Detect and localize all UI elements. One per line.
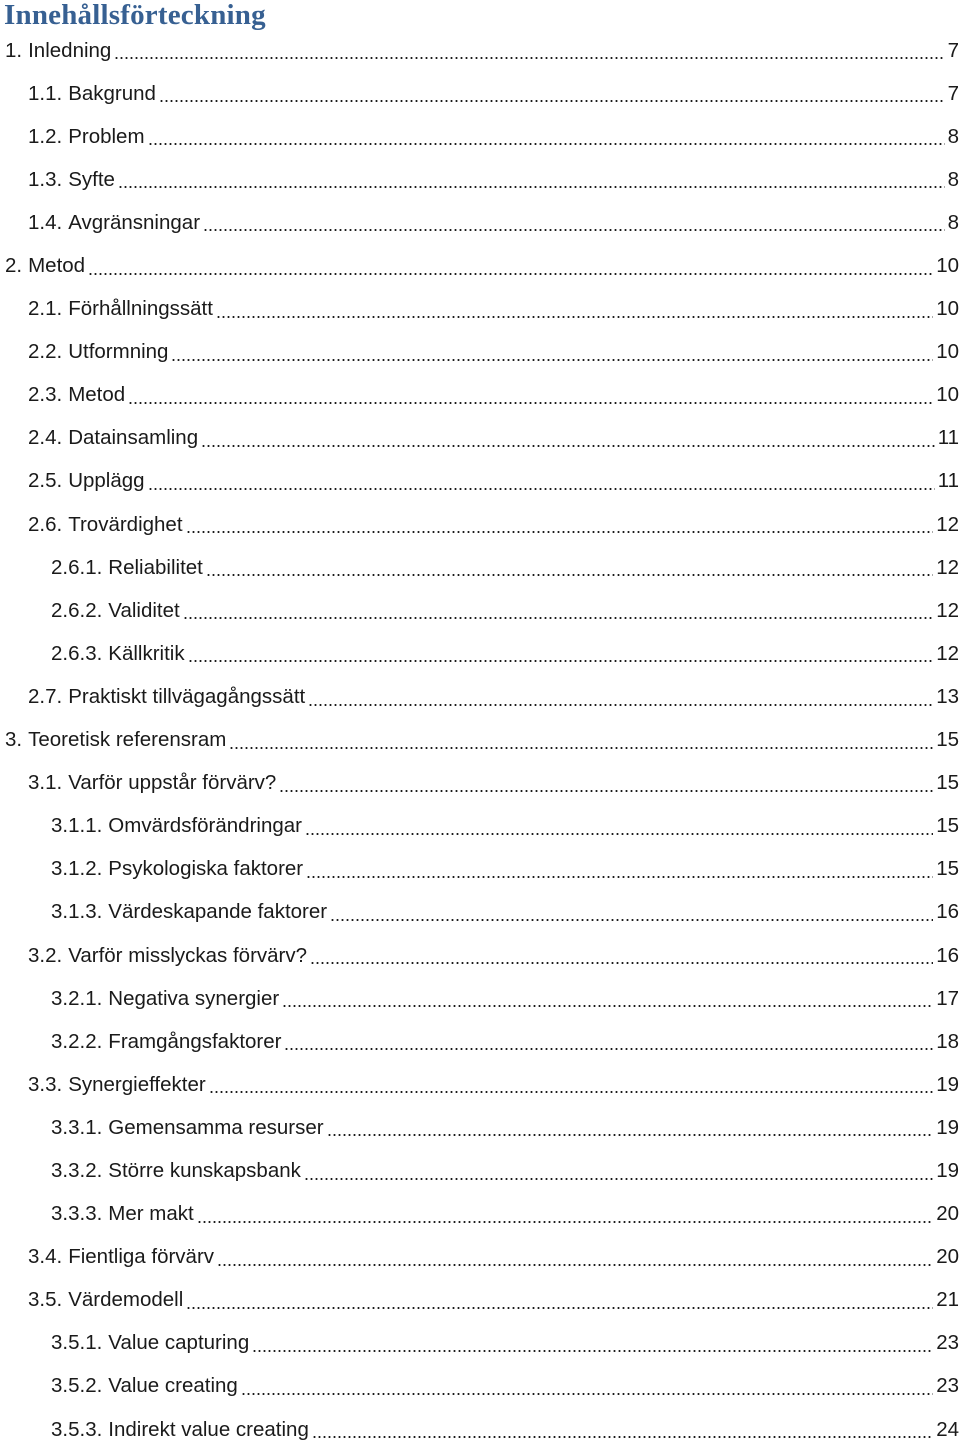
toc-entry-title: Trovärdighet bbox=[68, 512, 183, 536]
dot-leader bbox=[188, 660, 934, 662]
toc-entry[interactable] bbox=[0, 201, 960, 244]
toc-entry-page-number: 16 bbox=[936, 900, 959, 924]
toc-entry-number: 2.6.3. bbox=[51, 641, 103, 665]
toc-entry-page-number: 7 bbox=[947, 81, 959, 105]
toc-entry-page-number: 19 bbox=[936, 1115, 959, 1139]
dot-leader bbox=[128, 402, 933, 404]
dot-leader bbox=[114, 57, 944, 59]
toc-entry-title: Reliabilitet bbox=[108, 555, 203, 579]
toc-entry-number: 1.2. bbox=[28, 124, 63, 148]
dot-leader bbox=[197, 1221, 933, 1223]
dot-leader bbox=[241, 1393, 933, 1395]
toc-entry-title: Psykologiska faktorer bbox=[108, 857, 304, 881]
toc-list bbox=[0, 29, 960, 1451]
toc-entry-page-number: 8 bbox=[947, 167, 959, 191]
toc-entry-number: 2.2. bbox=[28, 340, 63, 364]
toc-entry-number: 3.3.1. bbox=[51, 1115, 103, 1139]
toc-entry[interactable] bbox=[0, 244, 960, 287]
toc-entry-page-number: 10 bbox=[936, 254, 959, 278]
toc-entry[interactable] bbox=[0, 1106, 960, 1149]
toc-entry-page-number: 11 bbox=[937, 426, 959, 450]
dot-leader bbox=[217, 1264, 933, 1266]
dot-leader bbox=[312, 1436, 933, 1438]
toc-entry[interactable] bbox=[0, 1020, 960, 1063]
toc-entry-page-number: 15 bbox=[936, 771, 959, 795]
toc-entry-number: 3.3.3. bbox=[51, 1202, 103, 1226]
toc-entry-page-number: 23 bbox=[936, 1331, 959, 1355]
toc-entry[interactable] bbox=[0, 1279, 960, 1322]
toc-entry-title: Syfte bbox=[68, 167, 115, 191]
toc-entry[interactable] bbox=[0, 72, 960, 115]
dot-leader bbox=[279, 790, 933, 792]
toc-entry-title: Value creating bbox=[108, 1374, 238, 1398]
toc-entry-page-number: 21 bbox=[936, 1288, 959, 1312]
toc-entry-number: 3.3.2. bbox=[51, 1158, 103, 1182]
toc-entry-page-number: 19 bbox=[936, 1072, 959, 1096]
toc-entry-title: Fientliga förvärv bbox=[68, 1245, 215, 1269]
toc-entry[interactable] bbox=[0, 805, 960, 848]
toc-entry-title: Upplägg bbox=[68, 469, 145, 493]
toc-entry[interactable] bbox=[0, 977, 960, 1020]
toc-entry-number: 2.6. bbox=[28, 512, 63, 536]
toc-entry-page-number: 7 bbox=[947, 38, 959, 62]
toc-entry-title: Gemensamma resurser bbox=[108, 1115, 324, 1139]
toc-entry-number: 1.3. bbox=[28, 167, 63, 191]
dot-leader bbox=[88, 273, 933, 275]
toc-entry-page-number: 15 bbox=[936, 814, 959, 838]
toc-entry-title: Varför uppstår förvärv? bbox=[68, 771, 277, 795]
toc-entry-number: 2.5. bbox=[28, 469, 63, 493]
toc-entry-page-number: 20 bbox=[936, 1202, 959, 1226]
toc-entry-title: Metod bbox=[68, 383, 126, 407]
toc-entry-number: 2.3. bbox=[28, 383, 63, 407]
toc-entry-number: 3.5. bbox=[28, 1288, 63, 1312]
dot-leader bbox=[308, 704, 933, 706]
toc-entry[interactable] bbox=[0, 675, 960, 718]
toc-entry-page-number: 15 bbox=[936, 857, 959, 881]
dot-leader bbox=[252, 1350, 933, 1352]
toc-entry-number: 1. bbox=[5, 38, 23, 62]
toc-entry-page-number: 15 bbox=[936, 728, 959, 752]
toc-entry[interactable] bbox=[0, 546, 960, 589]
toc-entry-page-number: 18 bbox=[936, 1029, 959, 1053]
toc-entry-title: Indirekt value creating bbox=[108, 1417, 309, 1441]
toc-entry-page-number: 12 bbox=[936, 641, 959, 665]
toc-entry-page-number: 12 bbox=[936, 555, 959, 579]
toc-entry[interactable] bbox=[0, 503, 960, 546]
toc-entry[interactable] bbox=[0, 1322, 960, 1365]
toc-entry-number: 2.4. bbox=[28, 426, 63, 450]
toc-entry-number: 1.1. bbox=[28, 81, 63, 105]
toc-entry-title: Problem bbox=[68, 124, 145, 148]
dot-leader bbox=[159, 100, 945, 102]
toc-entry[interactable] bbox=[0, 891, 960, 934]
toc-entry-number: 2.6.1. bbox=[51, 555, 103, 579]
toc-entry-title: Källkritik bbox=[108, 641, 185, 665]
toc-entry-title: Värdeskapande faktorer bbox=[108, 900, 328, 924]
toc-heading: Innehållsförteckning bbox=[4, 0, 266, 31]
dot-leader bbox=[203, 229, 945, 231]
toc-entry-page-number: 8 bbox=[947, 124, 959, 148]
toc-entry[interactable] bbox=[0, 1193, 960, 1236]
toc-entry-title: Inledning bbox=[28, 38, 112, 62]
toc-entry-number: 3.1.2. bbox=[51, 857, 103, 881]
toc-entry-page-number: 23 bbox=[936, 1374, 959, 1398]
toc-entry-page-number: 8 bbox=[947, 210, 959, 234]
toc-entry-page-number: 12 bbox=[936, 598, 959, 622]
toc-entry-number: 3.2.2. bbox=[51, 1029, 103, 1053]
dot-leader bbox=[229, 747, 933, 749]
toc-entry-number: 3.3. bbox=[28, 1072, 63, 1096]
toc-entry[interactable] bbox=[0, 589, 960, 632]
toc-entry-title: Förhållningssätt bbox=[68, 297, 213, 321]
dot-leader bbox=[148, 143, 945, 145]
toc-entry[interactable] bbox=[0, 719, 960, 762]
toc-entry-number: 1.4. bbox=[28, 210, 63, 234]
toc-entry[interactable] bbox=[0, 1063, 960, 1106]
toc-entry-page-number: 11 bbox=[937, 469, 959, 493]
dot-leader bbox=[306, 876, 933, 878]
toc-entry[interactable] bbox=[0, 158, 960, 201]
toc-entry-number: 2. bbox=[5, 254, 23, 278]
toc-entry-number: 3.1. bbox=[28, 771, 63, 795]
toc-entry-title: Varför misslyckas förvärv? bbox=[68, 943, 308, 967]
toc-entry-page-number: 17 bbox=[936, 986, 959, 1010]
dot-leader bbox=[310, 962, 933, 964]
toc-entry[interactable] bbox=[0, 632, 960, 675]
dot-leader bbox=[216, 316, 933, 318]
toc-entry-title: Synergieffekter bbox=[68, 1072, 206, 1096]
toc-entry-page-number: 19 bbox=[936, 1158, 959, 1182]
toc-entry[interactable] bbox=[0, 115, 960, 158]
toc-entry-title: Värdemodell bbox=[68, 1288, 184, 1312]
toc-entry[interactable] bbox=[0, 374, 960, 417]
toc-entry[interactable] bbox=[0, 1149, 960, 1192]
toc-entry[interactable] bbox=[0, 1365, 960, 1408]
toc-entry-page-number: 10 bbox=[936, 297, 959, 321]
dot-leader bbox=[183, 617, 933, 619]
toc-entry-number: 3.2. bbox=[28, 943, 63, 967]
toc-entry-page-number: 16 bbox=[936, 943, 959, 967]
toc-entry[interactable] bbox=[0, 29, 960, 72]
toc-entry-title: Utformning bbox=[68, 340, 169, 364]
toc-entry[interactable] bbox=[0, 417, 960, 460]
dot-leader bbox=[327, 1134, 934, 1136]
dot-leader bbox=[118, 186, 945, 188]
toc-entry[interactable] bbox=[0, 1236, 960, 1279]
toc-entry[interactable] bbox=[0, 460, 960, 503]
dot-leader bbox=[282, 1005, 933, 1007]
dot-leader bbox=[304, 1178, 933, 1180]
toc-entry-page-number: 10 bbox=[936, 340, 959, 364]
dot-leader bbox=[186, 531, 934, 533]
toc-entry[interactable] bbox=[0, 331, 960, 374]
toc-entry[interactable] bbox=[0, 1408, 960, 1451]
toc-entry-number: 3.1.3. bbox=[51, 900, 103, 924]
toc-entry-number: 3.5.2. bbox=[51, 1374, 103, 1398]
toc-entry-number: 3. bbox=[5, 728, 23, 752]
toc-entry-number: 3.2.1. bbox=[51, 986, 103, 1010]
toc-entry[interactable] bbox=[0, 934, 960, 977]
toc-entry-title: Negativa synergier bbox=[108, 986, 280, 1010]
toc-entry-title: Datainsamling bbox=[68, 426, 199, 450]
toc-entry-page-number: 13 bbox=[936, 684, 959, 708]
toc-entry-number: 2.1. bbox=[28, 297, 63, 321]
dot-leader bbox=[186, 1307, 933, 1309]
dot-leader bbox=[330, 919, 933, 921]
toc-entry-number: 3.1.1. bbox=[51, 814, 103, 838]
toc-entry-title: Mer makt bbox=[108, 1202, 194, 1226]
toc-entry-title: Validitet bbox=[108, 598, 180, 622]
toc-entry-title: Bakgrund bbox=[68, 81, 156, 105]
dot-leader bbox=[305, 833, 933, 835]
toc-entry-title: Praktiskt tillvägagångssätt bbox=[68, 684, 306, 708]
dot-leader bbox=[201, 445, 935, 447]
toc-entry-page-number: 10 bbox=[936, 383, 959, 407]
toc-entry-page-number: 24 bbox=[936, 1417, 959, 1441]
toc-entry-title: Framgångsfaktorer bbox=[108, 1029, 282, 1053]
toc-entry-number: 2.6.2. bbox=[51, 598, 103, 622]
toc-entry-title: Omvärdsförändringar bbox=[108, 814, 302, 838]
toc-entry-title: Metod bbox=[28, 254, 86, 278]
dot-leader bbox=[206, 574, 933, 576]
toc-entry-title: Avgränsningar bbox=[68, 210, 201, 234]
dot-leader bbox=[284, 1048, 933, 1050]
toc-entry-number: 3.5.1. bbox=[51, 1331, 103, 1355]
toc-entry[interactable] bbox=[0, 848, 960, 891]
toc-entry-title: Större kunskapsbank bbox=[108, 1158, 301, 1182]
toc-entry[interactable] bbox=[0, 288, 960, 331]
toc-entry-page-number: 20 bbox=[936, 1245, 959, 1269]
dot-leader bbox=[171, 359, 933, 361]
toc-entry-number: 3.5.3. bbox=[51, 1417, 103, 1441]
toc-entry-title: Teoretisk referensram bbox=[28, 728, 227, 752]
dot-leader bbox=[209, 1091, 933, 1093]
toc-entry[interactable] bbox=[0, 762, 960, 805]
dot-leader bbox=[148, 488, 935, 490]
toc-entry-number: 2.7. bbox=[28, 684, 63, 708]
toc-entry-page-number: 12 bbox=[936, 512, 959, 536]
toc-entry-number: 3.4. bbox=[28, 1245, 63, 1269]
toc-entry-title: Value capturing bbox=[108, 1331, 250, 1355]
